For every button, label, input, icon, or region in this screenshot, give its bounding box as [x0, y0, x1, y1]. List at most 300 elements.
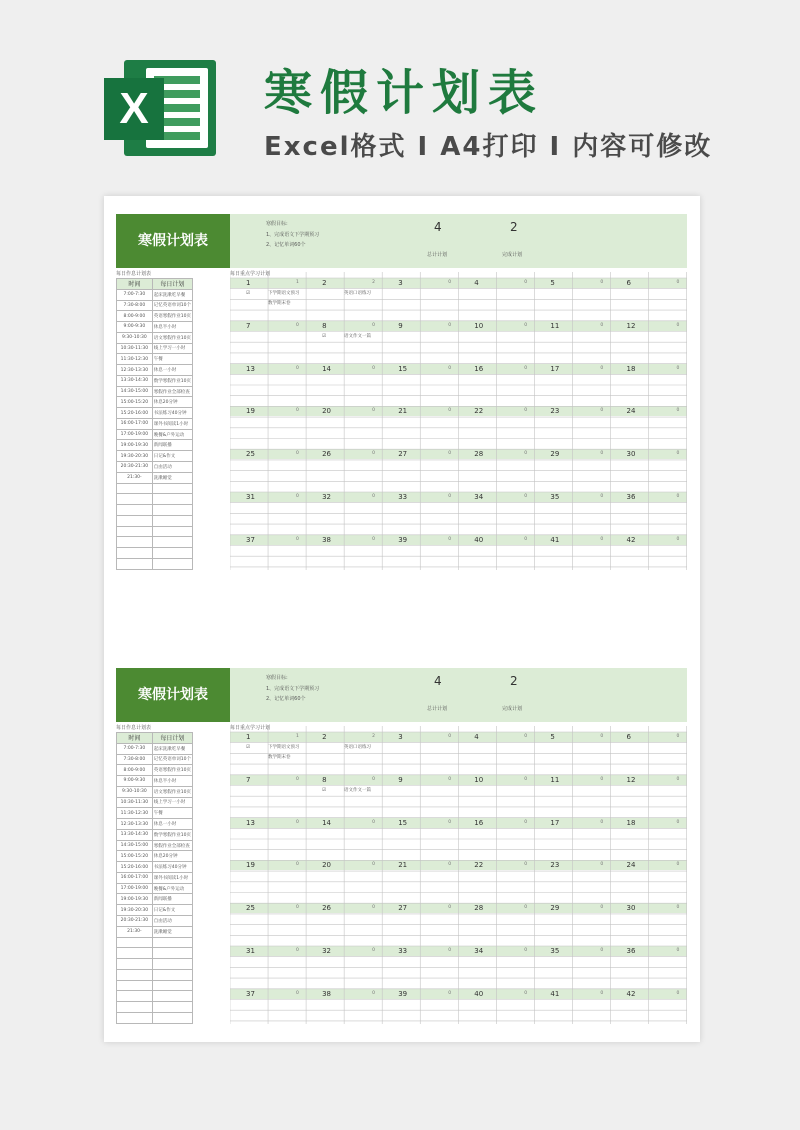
day-number[interactable]: 14 [322, 364, 332, 373]
schedule-time-cell[interactable]: 16:00-17:00 [117, 872, 153, 883]
day-number[interactable]: 17 [550, 364, 560, 373]
schedule-time-cell[interactable]: 13:30-14:30 [117, 375, 153, 386]
schedule-time-cell[interactable] [117, 515, 153, 526]
day-number[interactable]: 1 [246, 733, 251, 741]
plan-note[interactable]: ☑ [322, 787, 327, 793]
day-number[interactable]: 16 [474, 818, 484, 827]
schedule-header-cell: 每日计划 [152, 733, 192, 744]
schedule-plan-cell[interactable]: 英语寒假作业10页 [152, 311, 192, 322]
day-count: 0 [448, 451, 452, 457]
schedule-row [117, 872, 193, 883]
day-number[interactable]: 10 [474, 321, 484, 330]
schedule-plan-cell[interactable] [152, 1002, 192, 1013]
schedule-plan-cell[interactable]: 休息20分钟 [152, 851, 192, 862]
day-count: 0 [600, 280, 604, 285]
day-count: 0 [448, 905, 452, 911]
day-count: 0 [448, 494, 452, 499]
day-number[interactable]: 42 [626, 535, 636, 544]
day-count: 0 [448, 322, 452, 328]
day-count: 0 [296, 451, 299, 457]
schedule-plan-cell[interactable]: 记忆英语单词10个 [152, 754, 192, 765]
day-number[interactable]: 5 [550, 733, 555, 741]
schedule-plan-cell[interactable] [152, 494, 192, 505]
day-number[interactable]: 41 [550, 535, 560, 544]
schedule-plan-cell[interactable] [152, 948, 192, 959]
schedule-plan-cell[interactable]: 日记&作文 [152, 451, 192, 462]
day-number[interactable]: 18 [626, 818, 636, 827]
day-number[interactable]: 2 [322, 279, 327, 287]
day-number[interactable]: 38 [322, 535, 332, 544]
schedule-plan-cell[interactable]: 午餐 [152, 354, 192, 365]
day-number[interactable]: 36 [626, 947, 636, 955]
plan-note[interactable]: ☑ [246, 290, 251, 296]
schedule-time-cell[interactable] [117, 948, 153, 959]
day-number[interactable]: 40 [474, 989, 484, 998]
schedule-time-cell[interactable]: 21:30- [117, 926, 153, 937]
day-count: 0 [372, 990, 375, 996]
schedule-time-cell[interactable] [117, 959, 153, 970]
schedule-plan-cell[interactable]: 自由活动 [152, 462, 192, 473]
schedule-time-cell[interactable]: 8:00-9:00 [117, 765, 153, 776]
schedule-row [117, 743, 193, 754]
day-number[interactable]: 30 [626, 904, 636, 913]
schedule-time-cell[interactable] [117, 980, 153, 991]
calendar-caption: 每日重点学习计划 [230, 271, 271, 277]
schedule-plan-cell[interactable] [152, 959, 192, 970]
calendar-grid [230, 724, 687, 1024]
day-number[interactable]: 4 [474, 733, 479, 741]
schedule-time-cell[interactable] [117, 558, 153, 569]
day-number[interactable]: 21 [398, 861, 408, 870]
schedule-row [117, 418, 193, 429]
schedule-time-cell[interactable] [117, 1002, 153, 1013]
day-count: 0 [448, 536, 452, 542]
schedule-plan-cell[interactable] [152, 969, 192, 980]
day-number[interactable]: 12 [626, 775, 636, 784]
day-number[interactable]: 12 [626, 321, 636, 330]
schedule-row [117, 840, 193, 851]
day-number[interactable]: 29 [550, 450, 560, 459]
schedule-time-cell[interactable]: 7:30-8:00 [117, 300, 153, 311]
schedule-header-cell: 每日计划 [152, 279, 192, 290]
day-count: 0 [524, 862, 528, 868]
day-count: 1 [296, 280, 299, 285]
schedule-row [117, 343, 193, 354]
schedule-plan-cell[interactable] [152, 548, 192, 559]
done-plans-value: 2 [510, 674, 518, 688]
schedule-plan-cell[interactable]: 晚餐&户外运动 [152, 883, 192, 894]
schedule-row [117, 797, 193, 808]
day-number[interactable]: 35 [550, 493, 560, 501]
day-number[interactable]: 1 [246, 279, 251, 287]
day-number[interactable]: 36 [626, 493, 636, 501]
schedule-time-cell[interactable]: 11:30-12:30 [117, 354, 153, 365]
schedule-plan-cell[interactable]: 数学寒假作业10页 [152, 375, 192, 386]
day-number[interactable]: 26 [322, 904, 332, 913]
day-count: 0 [296, 536, 299, 542]
day-number[interactable]: 31 [246, 493, 255, 501]
day-count: 0 [296, 322, 299, 328]
hero-header [0, 0, 800, 200]
schedule-plan-cell[interactable] [152, 991, 192, 1002]
day-number[interactable]: 31 [246, 947, 255, 955]
day-count: 0 [524, 408, 528, 414]
day-count: 0 [524, 494, 528, 499]
day-number[interactable]: 10 [474, 775, 484, 784]
day-number[interactable]: 3 [398, 279, 403, 287]
day-count: 0 [296, 776, 299, 782]
plan-note[interactable]: ☑ [322, 333, 327, 339]
schedule-time-cell[interactable]: 17:00-19:00 [117, 883, 153, 894]
day-number[interactable]: 6 [626, 733, 631, 741]
day-number[interactable]: 41 [550, 989, 560, 998]
schedule-time-cell[interactable]: 7:00-7:30 [117, 289, 153, 300]
day-count: 0 [600, 905, 604, 911]
schedule-row [117, 937, 193, 948]
schedule-plan-cell[interactable]: 英语寒假作业10页 [152, 765, 192, 776]
day-count: 0 [676, 734, 680, 739]
day-number[interactable]: 3 [398, 733, 403, 741]
day-count: 0 [448, 280, 452, 285]
schedule-time-cell[interactable]: 12:30-13:30 [117, 819, 153, 830]
total-plans-caption: 总计计划 [427, 252, 448, 258]
day-number[interactable]: 27 [398, 450, 408, 459]
day-number[interactable]: 24 [626, 407, 636, 416]
schedule-row [117, 765, 193, 776]
day-number[interactable]: 15 [398, 818, 408, 827]
day-number[interactable]: 22 [474, 407, 484, 416]
goal-item: 1、完成语文下学期预习 [266, 232, 320, 238]
calendar-gridlines [230, 270, 687, 570]
day-number[interactable]: 28 [474, 904, 484, 913]
schedule-time-cell[interactable] [117, 937, 153, 948]
day-number[interactable]: 32 [322, 947, 332, 955]
day-number[interactable]: 4 [474, 279, 479, 287]
schedule-time-cell[interactable]: 15:00-15:20 [117, 397, 153, 408]
schedule-row [117, 1012, 193, 1023]
schedule-time-cell[interactable]: 7:00-7:30 [117, 743, 153, 754]
schedule-plan-cell[interactable]: 线上学习一小时 [152, 797, 192, 808]
schedule-plan-cell[interactable]: 语文寒假作业10页 [152, 332, 192, 343]
day-number[interactable]: 13 [246, 818, 255, 827]
day-number[interactable]: 8 [322, 321, 327, 330]
day-number[interactable]: 37 [246, 989, 255, 998]
schedule-row [117, 829, 193, 840]
schedule-row [117, 354, 193, 365]
schedule-plan-cell[interactable] [152, 505, 192, 516]
schedule-time-cell[interactable]: 16:00-17:00 [117, 418, 153, 429]
plan-note[interactable]: 语文作文一篇 [344, 333, 371, 339]
schedule-plan-cell[interactable] [152, 980, 192, 991]
day-count: 0 [600, 776, 604, 782]
schedule-plan-cell[interactable] [152, 937, 192, 948]
schedule-row [117, 776, 193, 787]
schedule-plan-cell[interactable]: 寒假作业全部检查 [152, 386, 192, 397]
schedule-plan-cell[interactable] [152, 558, 192, 569]
schedule-plan-cell[interactable]: 课外书阅读1小时 [152, 418, 192, 429]
schedule-plan-cell[interactable]: 午餐 [152, 808, 192, 819]
schedule-time-cell[interactable] [117, 505, 153, 516]
day-number[interactable]: 22 [474, 861, 484, 870]
day-number[interactable]: 20 [322, 861, 332, 870]
schedule-plan-cell[interactable] [152, 537, 192, 548]
page-subtitle: Excel格式 I A4打印 I 内容可修改 [264, 132, 713, 162]
plan-note[interactable]: ☑ [246, 744, 251, 750]
done-plans-caption: 完成计划 [502, 706, 523, 712]
schedule-row [117, 289, 193, 300]
schedule-time-cell[interactable]: 9:30-10:30 [117, 332, 153, 343]
schedule-plan-cell[interactable]: 休息20分钟 [152, 397, 192, 408]
day-number[interactable]: 20 [322, 407, 332, 416]
summary-band [116, 668, 687, 722]
plan-note[interactable]: 数学期末卷 [268, 755, 291, 761]
schedule-plan-cell[interactable]: 洗漱睡觉 [152, 926, 192, 937]
day-number[interactable]: 33 [398, 947, 408, 955]
goals-heading: 寒假目标: [266, 221, 288, 227]
schedule-time-cell[interactable]: 15:20-16:00 [117, 408, 153, 419]
schedule-time-cell[interactable] [117, 537, 153, 548]
day-number[interactable]: 9 [398, 321, 403, 330]
day-number[interactable]: 39 [398, 989, 408, 998]
day-count: 0 [600, 734, 604, 739]
day-count: 0 [448, 948, 452, 953]
schedule-header-row [117, 279, 193, 290]
schedule-plan-cell[interactable]: 数学寒假作业10页 [152, 829, 192, 840]
day-number[interactable]: 39 [398, 535, 408, 544]
day-count: 0 [524, 776, 528, 782]
schedule-plan-cell[interactable]: 书法练习40分钟 [152, 862, 192, 873]
schedule-plan-cell[interactable]: 语文寒假作业10页 [152, 786, 192, 797]
schedule-time-cell[interactable]: 20:30-21:30 [117, 916, 153, 927]
schedule-time-cell[interactable]: 20:30-21:30 [117, 462, 153, 473]
schedule-time-cell[interactable]: 19:30-20:30 [117, 451, 153, 462]
day-count: 0 [448, 408, 452, 414]
schedule-time-cell[interactable]: 19:00-19:30 [117, 894, 153, 905]
schedule-plan-cell[interactable]: 起床洗漱吃早餐 [152, 743, 192, 754]
schedule-table [116, 732, 193, 1024]
schedule-row [117, 948, 193, 959]
plan-note[interactable]: 语文作文一篇 [344, 787, 371, 793]
day-number[interactable]: 28 [474, 450, 484, 459]
schedule-row [117, 851, 193, 862]
schedule-plan-cell[interactable]: 记忆英语单词10个 [152, 300, 192, 311]
schedule-time-cell[interactable]: 17:00-19:00 [117, 429, 153, 440]
schedule-plan-cell[interactable]: 起床洗漱吃早餐 [152, 289, 192, 300]
schedule-header-cell: 时间 [117, 279, 153, 290]
schedule-time-cell[interactable]: 9:30-10:30 [117, 786, 153, 797]
day-count: 0 [676, 536, 680, 542]
day-number[interactable]: 21 [398, 407, 408, 416]
day-count: 0 [448, 819, 452, 825]
day-count: 0 [448, 365, 452, 371]
day-number[interactable]: 42 [626, 989, 636, 998]
day-number[interactable]: 25 [246, 904, 255, 913]
schedule-plan-cell[interactable]: 日记&作文 [152, 905, 192, 916]
schedule-time-cell[interactable]: 15:20-16:00 [117, 862, 153, 873]
day-count: 0 [524, 322, 528, 328]
schedule-plan-cell[interactable]: 休息一小时 [152, 365, 192, 376]
day-count: 0 [372, 905, 375, 911]
day-number[interactable]: 23 [550, 407, 560, 416]
plan-note[interactable]: 下学期语文预习 [268, 290, 300, 296]
schedule-time-cell[interactable]: 7:30-8:00 [117, 754, 153, 765]
schedule-caption: 每日作息计划表 [116, 725, 152, 731]
day-number[interactable]: 40 [474, 535, 484, 544]
schedule-time-cell[interactable]: 19:30-20:30 [117, 905, 153, 916]
logo-letter: X [104, 78, 164, 140]
day-number[interactable]: 29 [550, 904, 560, 913]
schedule-row [117, 786, 193, 797]
schedule-time-cell[interactable]: 13:30-14:30 [117, 829, 153, 840]
plan-note[interactable]: 数学期末卷 [268, 301, 291, 307]
schedule-row [117, 408, 193, 419]
day-number[interactable]: 26 [322, 450, 332, 459]
schedule-time-cell[interactable] [117, 548, 153, 559]
day-number[interactable]: 32 [322, 493, 332, 501]
schedule-time-cell[interactable] [117, 483, 153, 494]
schedule-plan-cell[interactable]: 休息一小时 [152, 819, 192, 830]
schedule-time-cell[interactable]: 12:30-13:30 [117, 365, 153, 376]
day-count: 0 [296, 408, 299, 414]
schedule-time-cell[interactable]: 10:30-11:30 [117, 797, 153, 808]
day-number[interactable]: 14 [322, 818, 332, 827]
plan-note[interactable]: 英语口语练习 [344, 744, 371, 750]
schedule-plan-cell[interactable]: 新闻联播 [152, 894, 192, 905]
schedule-row [117, 980, 193, 991]
day-number[interactable]: 17 [550, 818, 560, 827]
schedule-header-row [117, 733, 193, 744]
day-count: 1 [296, 734, 299, 739]
schedule-plan-cell[interactable] [152, 1012, 192, 1023]
day-count: 0 [524, 734, 528, 739]
schedule-table [116, 278, 193, 570]
schedule-time-cell[interactable]: 10:30-11:30 [117, 343, 153, 354]
day-number[interactable]: 35 [550, 947, 560, 955]
calendar-grid [230, 270, 687, 570]
schedule-time-cell[interactable]: 21:30- [117, 472, 153, 483]
schedule-plan-cell[interactable] [152, 515, 192, 526]
day-count: 0 [676, 776, 680, 782]
day-count: 0 [600, 990, 604, 996]
day-number[interactable]: 6 [626, 279, 631, 287]
schedule-time-cell[interactable]: 19:00-19:30 [117, 440, 153, 451]
schedule-time-cell[interactable] [117, 969, 153, 980]
schedule-plan-cell[interactable]: 休息半小时 [152, 776, 192, 787]
day-number[interactable]: 19 [246, 407, 255, 416]
schedule-plan-cell[interactable]: 线上学习一小时 [152, 343, 192, 354]
day-count: 0 [676, 451, 680, 457]
schedule-row [117, 429, 193, 440]
page-title: 寒假计划表 [264, 65, 545, 121]
schedule-plan-cell[interactable]: 自由活动 [152, 916, 192, 927]
schedule-plan-cell[interactable]: 寒假作业全部检查 [152, 840, 192, 851]
day-number[interactable]: 9 [398, 775, 403, 784]
schedule-time-cell[interactable] [117, 526, 153, 537]
day-count: 0 [524, 536, 528, 542]
plan-note[interactable]: 英语口语练习 [344, 290, 371, 296]
schedule-row [117, 462, 193, 473]
day-count: 0 [448, 776, 452, 782]
schedule-time-cell[interactable]: 9:00-9:30 [117, 776, 153, 787]
plan-note[interactable]: 下学期语文预习 [268, 744, 300, 750]
day-number[interactable]: 37 [246, 535, 255, 544]
schedule-plan-cell[interactable] [152, 526, 192, 537]
day-number[interactable]: 38 [322, 989, 332, 998]
day-count: 0 [676, 280, 680, 285]
day-number[interactable]: 27 [398, 904, 408, 913]
schedule-row [117, 451, 193, 462]
day-number[interactable]: 11 [550, 321, 560, 330]
day-number[interactable]: 13 [246, 364, 255, 373]
day-number[interactable]: 16 [474, 364, 484, 373]
day-count: 0 [600, 408, 604, 414]
schedule-plan-cell[interactable]: 新闻联播 [152, 440, 192, 451]
day-count: 0 [676, 494, 680, 499]
schedule-time-cell[interactable]: 15:00-15:20 [117, 851, 153, 862]
schedule-plan-cell[interactable]: 课外书阅读1小时 [152, 872, 192, 883]
schedule-row [117, 1002, 193, 1013]
schedule-time-cell[interactable]: 14:30-15:00 [117, 840, 153, 851]
day-count: 0 [372, 776, 375, 782]
schedule-plan-cell[interactable]: 休息半小时 [152, 322, 192, 333]
schedule-row [117, 905, 193, 916]
day-number[interactable]: 34 [474, 947, 484, 955]
schedule-time-cell[interactable] [117, 991, 153, 1002]
day-number[interactable]: 15 [398, 364, 408, 373]
total-plans-value: 4 [434, 220, 442, 234]
day-number[interactable]: 11 [550, 775, 560, 784]
schedule-header-cell: 时间 [117, 733, 153, 744]
schedule-row [117, 808, 193, 819]
schedule-time-cell[interactable] [117, 1012, 153, 1023]
schedule-row [117, 386, 193, 397]
day-number[interactable]: 23 [550, 861, 560, 870]
schedule-time-cell[interactable]: 11:30-12:30 [117, 808, 153, 819]
day-number[interactable]: 25 [246, 450, 255, 459]
schedule-plan-cell[interactable]: 书法练习40分钟 [152, 408, 192, 419]
day-number[interactable]: 33 [398, 493, 408, 501]
day-number[interactable]: 18 [626, 364, 636, 373]
day-number[interactable]: 7 [246, 775, 251, 784]
schedule-time-cell[interactable]: 8:00-9:00 [117, 311, 153, 322]
day-count: 0 [372, 536, 375, 542]
schedule-plan-cell[interactable] [152, 483, 192, 494]
schedule-row [117, 894, 193, 905]
day-count: 0 [676, 990, 680, 996]
day-count: 0 [372, 494, 375, 499]
schedule-time-cell[interactable] [117, 494, 153, 505]
day-number[interactable]: 19 [246, 861, 255, 870]
day-number[interactable]: 2 [322, 733, 327, 741]
day-count: 0 [524, 280, 528, 285]
day-number[interactable]: 7 [246, 321, 251, 330]
day-number[interactable]: 24 [626, 861, 636, 870]
day-number[interactable]: 34 [474, 493, 484, 501]
day-count: 0 [296, 905, 299, 911]
day-count: 0 [600, 862, 604, 868]
day-count: 0 [600, 365, 604, 371]
schedule-time-cell[interactable]: 14:30-15:00 [117, 386, 153, 397]
day-number[interactable]: 8 [322, 775, 327, 784]
day-count: 0 [676, 819, 680, 825]
day-count: 0 [676, 365, 680, 371]
day-number[interactable]: 5 [550, 279, 555, 287]
schedule-time-cell[interactable]: 9:00-9:30 [117, 322, 153, 333]
day-count: 0 [524, 365, 528, 371]
schedule-plan-cell[interactable]: 洗漱睡觉 [152, 472, 192, 483]
day-number[interactable]: 30 [626, 450, 636, 459]
schedule-plan-cell[interactable]: 晚餐&户外运动 [152, 429, 192, 440]
